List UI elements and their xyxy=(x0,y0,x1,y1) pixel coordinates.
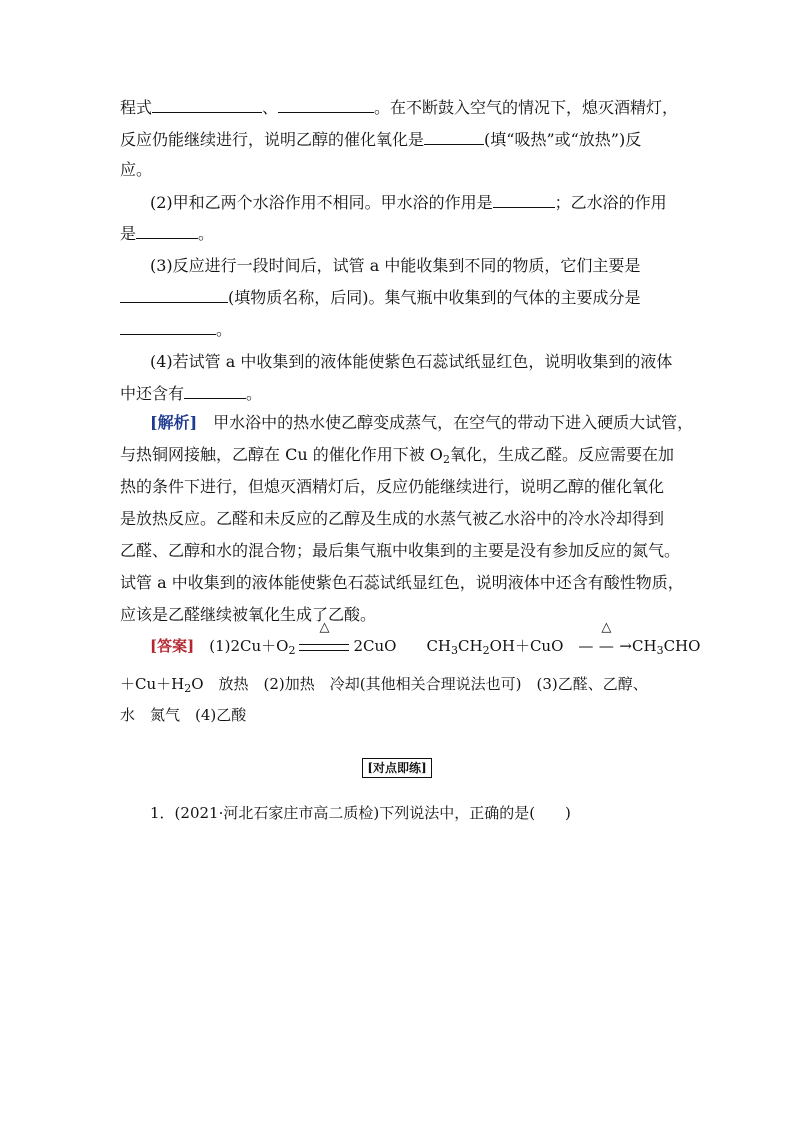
subscript: 3 xyxy=(451,644,459,657)
para1-line3: 应。 xyxy=(120,160,153,179)
analysis-line3: 热的条件下进行，但熄灭酒精灯后，反应仍能继续进行，说明乙醇的催化氧化 xyxy=(120,477,665,496)
delta-icon: △ xyxy=(601,620,612,635)
equation-text: OH＋CuO xyxy=(489,637,564,655)
equation-text: CHO xyxy=(663,637,701,655)
equation-text: CH xyxy=(426,637,452,655)
text: (2)甲和乙两个水浴作用不相同。甲水浴的作用是 xyxy=(150,193,493,212)
arrow-icon: →CH xyxy=(619,637,657,655)
answer-blank[interactable] xyxy=(120,288,228,303)
delta-icon: △ xyxy=(319,620,330,635)
equals-bar xyxy=(299,644,349,651)
text: 甲水浴中的热水使乙醇变成蒸气，在空气的带动下进入硬质大试管， xyxy=(213,413,694,432)
text: 。在不断鼓入空气的情况下，熄灭酒精灯， xyxy=(374,98,679,117)
q4-line1: (4)若试管 a 中收集到的液体能使紫色石蕊试纸显红色，说明收集到的液体 xyxy=(150,352,673,371)
q3-line3 xyxy=(120,320,232,340)
answer-blank[interactable] xyxy=(424,130,484,145)
heat-condition xyxy=(295,620,353,656)
subscript: 2 xyxy=(288,644,296,657)
analysis-line7: 应该是乙醛继续被氧化生成了乙酸。 xyxy=(120,605,377,624)
q4-line2 xyxy=(120,384,262,404)
text: O 放热 (2)加热 冷却(其他相关合理说法也可) (3)乙醛、乙醇、 xyxy=(191,675,648,693)
text: ＋Cu＋H xyxy=(120,675,185,693)
equation-text: (1)2Cu＋O xyxy=(209,637,289,655)
answer-blank[interactable] xyxy=(493,193,555,208)
q3-line2 xyxy=(120,288,641,308)
text: 。 xyxy=(198,224,215,243)
answer-blank[interactable] xyxy=(184,384,246,399)
answer-line1 xyxy=(150,620,701,657)
analysis-line5: 乙醛、乙醇和水的混合物；最后集气瓶中收集到的主要是没有参加反应的氮气。 xyxy=(120,541,681,560)
analysis-tag: [解析] xyxy=(150,413,198,432)
heat-condition-arrow xyxy=(593,620,619,656)
answer-tag: [答案] xyxy=(150,637,195,655)
q2-line1 xyxy=(150,193,667,213)
dash: — xyxy=(578,637,594,655)
subscript: 2 xyxy=(184,682,192,695)
text: 程式 xyxy=(120,98,153,117)
equation-text: CH xyxy=(458,637,483,655)
text: ；乙水浴的作用 xyxy=(554,193,667,212)
answer-blank[interactable] xyxy=(120,320,216,335)
subscript: 2 xyxy=(442,453,450,466)
text: 。 xyxy=(216,320,233,339)
text: 与热铜网接触，乙醇在 Cu 的催化作用下被 O xyxy=(120,445,443,464)
answer-line3: 水 氮气 (4)乙酸 xyxy=(120,706,247,724)
answer-blank[interactable] xyxy=(136,224,198,239)
practice-box-label: [对点即练] xyxy=(362,758,431,778)
analysis-line2 xyxy=(120,445,674,465)
analysis-line1 xyxy=(150,413,693,433)
text: 是 xyxy=(120,224,137,243)
text: 氧化，生成乙醛。反应需要在加 xyxy=(449,445,674,464)
q3-line1: (3)反应进行一段时间后，试管 a 中能收集到不同的物质，它们主要是 xyxy=(150,256,641,275)
practice-header xyxy=(0,757,794,778)
answer-blank[interactable] xyxy=(152,98,262,113)
para1-line1 xyxy=(120,98,678,118)
answer-blank[interactable] xyxy=(278,98,374,113)
para1-line2 xyxy=(120,130,641,150)
dash: — xyxy=(598,637,614,655)
text: 反应仍能继续进行，说明乙醇的催化氧化是 xyxy=(120,130,425,149)
text: 、 xyxy=(262,98,279,117)
equation-text: 2CuO xyxy=(353,637,397,655)
text: (填物质名称，后同)。集气瓶中收集到的气体的主要成分是 xyxy=(228,288,641,307)
q2-line2 xyxy=(120,224,214,244)
subscript: 3 xyxy=(656,644,664,657)
text: (填“吸热”或“放热”)反 xyxy=(484,130,642,149)
practice-question-1: 1．(2021·河北石家庄市高二质检)下列说法中，正确的是( ) xyxy=(150,804,571,822)
answer-line2 xyxy=(120,674,648,694)
analysis-line4: 是放热反应。乙醛和未反应的乙醇及生成的水蒸气被乙水浴中的冷水冷却得到 xyxy=(120,509,665,528)
text: 。 xyxy=(246,384,263,403)
subscript: 2 xyxy=(482,644,490,657)
analysis-line6: 试管 a 中收集到的液体能使紫色石蕊试纸显红色，说明液体中还含有酸性物质， xyxy=(120,573,684,592)
text: 中还含有 xyxy=(120,384,185,403)
